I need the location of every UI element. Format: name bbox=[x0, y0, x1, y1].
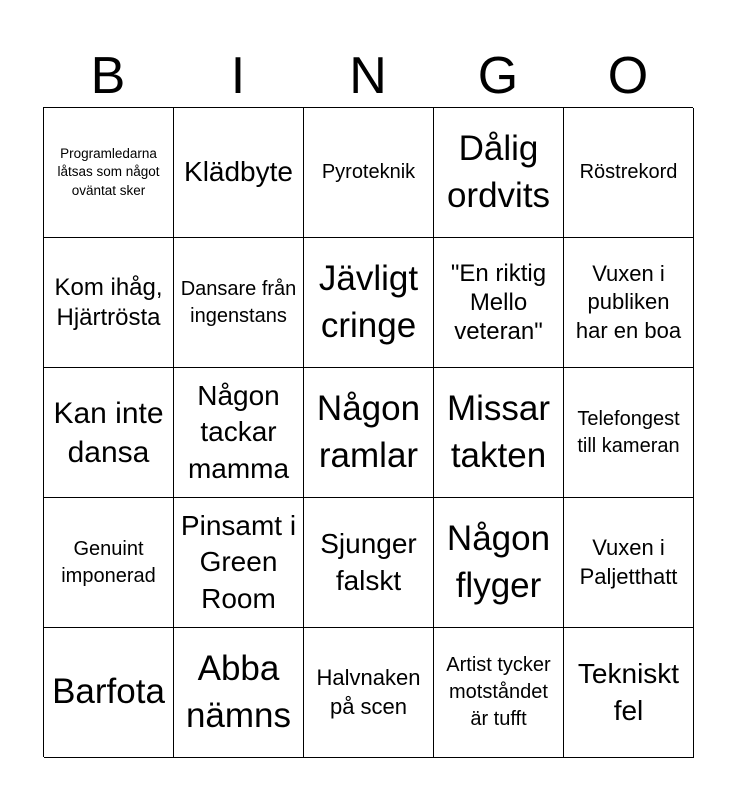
bingo-cell[interactable] bbox=[174, 108, 304, 238]
bingo-cell[interactable] bbox=[304, 368, 434, 498]
bingo-cell[interactable] bbox=[564, 238, 694, 368]
bingo-cell[interactable] bbox=[44, 498, 174, 628]
header-letter-o: O bbox=[607, 47, 649, 105]
cell-text: Telefongest till kameran bbox=[577, 407, 680, 457]
bingo-cell[interactable] bbox=[44, 368, 174, 498]
cell-text: Pyroteknik bbox=[321, 161, 416, 183]
cell-text: Dålig ordvits bbox=[446, 128, 551, 215]
bingo-header bbox=[43, 46, 693, 106]
bingo-cell[interactable] bbox=[304, 238, 434, 368]
header-letter-n: N bbox=[349, 47, 387, 105]
cell-text: Artist tycker motståndet är tufft bbox=[446, 654, 551, 730]
bingo-cell[interactable] bbox=[44, 628, 174, 758]
bingo-cell[interactable] bbox=[434, 628, 564, 758]
bingo-cell[interactable] bbox=[174, 238, 304, 368]
bingo-cell[interactable] bbox=[44, 238, 174, 368]
bingo-cell[interactable] bbox=[434, 368, 564, 498]
cell-text: Missar takten bbox=[446, 388, 551, 475]
cell-text: Röstrekord bbox=[579, 161, 678, 183]
bingo-cell[interactable] bbox=[434, 108, 564, 238]
cell-text: Jävligt cringe bbox=[318, 258, 419, 345]
cell-text: Vuxen i publiken har en boa bbox=[575, 260, 682, 343]
cell-text: Kan inte dansa bbox=[53, 396, 164, 469]
cell-text: Pinsamt i Green Room bbox=[180, 509, 297, 614]
cell-text: Någon ramlar bbox=[316, 388, 421, 475]
bingo-grid bbox=[43, 107, 693, 757]
cell-text: Abba nämns bbox=[185, 648, 292, 735]
bingo-cell[interactable] bbox=[434, 238, 564, 368]
bingo-cell[interactable] bbox=[564, 108, 694, 238]
cell-text: Sjunger falskt bbox=[320, 528, 417, 596]
bingo-cell[interactable] bbox=[304, 108, 434, 238]
bingo-cell[interactable] bbox=[304, 628, 434, 758]
cell-text: Klädbyte bbox=[184, 156, 293, 188]
bingo-cell[interactable] bbox=[174, 498, 304, 628]
cell-text: Tekniskt fel bbox=[577, 658, 680, 726]
cell-text: Programledarna låtsas som något oväntat sker bbox=[57, 145, 160, 198]
cell-text: Kom ihåg, Hjärtrösta bbox=[54, 274, 163, 331]
cell-text: Halvnaken på scen bbox=[316, 664, 421, 719]
cell-text: Någon tackar mamma bbox=[187, 379, 290, 484]
bingo-cell[interactable] bbox=[174, 628, 304, 758]
header-letter-g: G bbox=[477, 47, 519, 105]
bingo-cell[interactable] bbox=[564, 498, 694, 628]
bingo-cell[interactable] bbox=[174, 368, 304, 498]
bingo-cell[interactable] bbox=[564, 628, 694, 758]
cell-text: Någon flyger bbox=[446, 518, 551, 605]
cell-text: "En riktig Mello veteran" bbox=[450, 259, 547, 346]
cell-text: Barfota bbox=[52, 672, 165, 712]
bingo-cell[interactable] bbox=[44, 108, 174, 238]
header-letter-b: B bbox=[90, 47, 126, 105]
header-letter-i: I bbox=[230, 47, 246, 105]
bingo-cell[interactable] bbox=[564, 368, 694, 498]
cell-text: Dansare från ingenstans bbox=[180, 277, 297, 327]
bingo-cell[interactable] bbox=[304, 498, 434, 628]
bingo-cell[interactable] bbox=[434, 498, 564, 628]
cell-text: Genuint imponerad bbox=[61, 537, 156, 587]
cell-text: Vuxen i Paljetthatt bbox=[579, 534, 678, 589]
